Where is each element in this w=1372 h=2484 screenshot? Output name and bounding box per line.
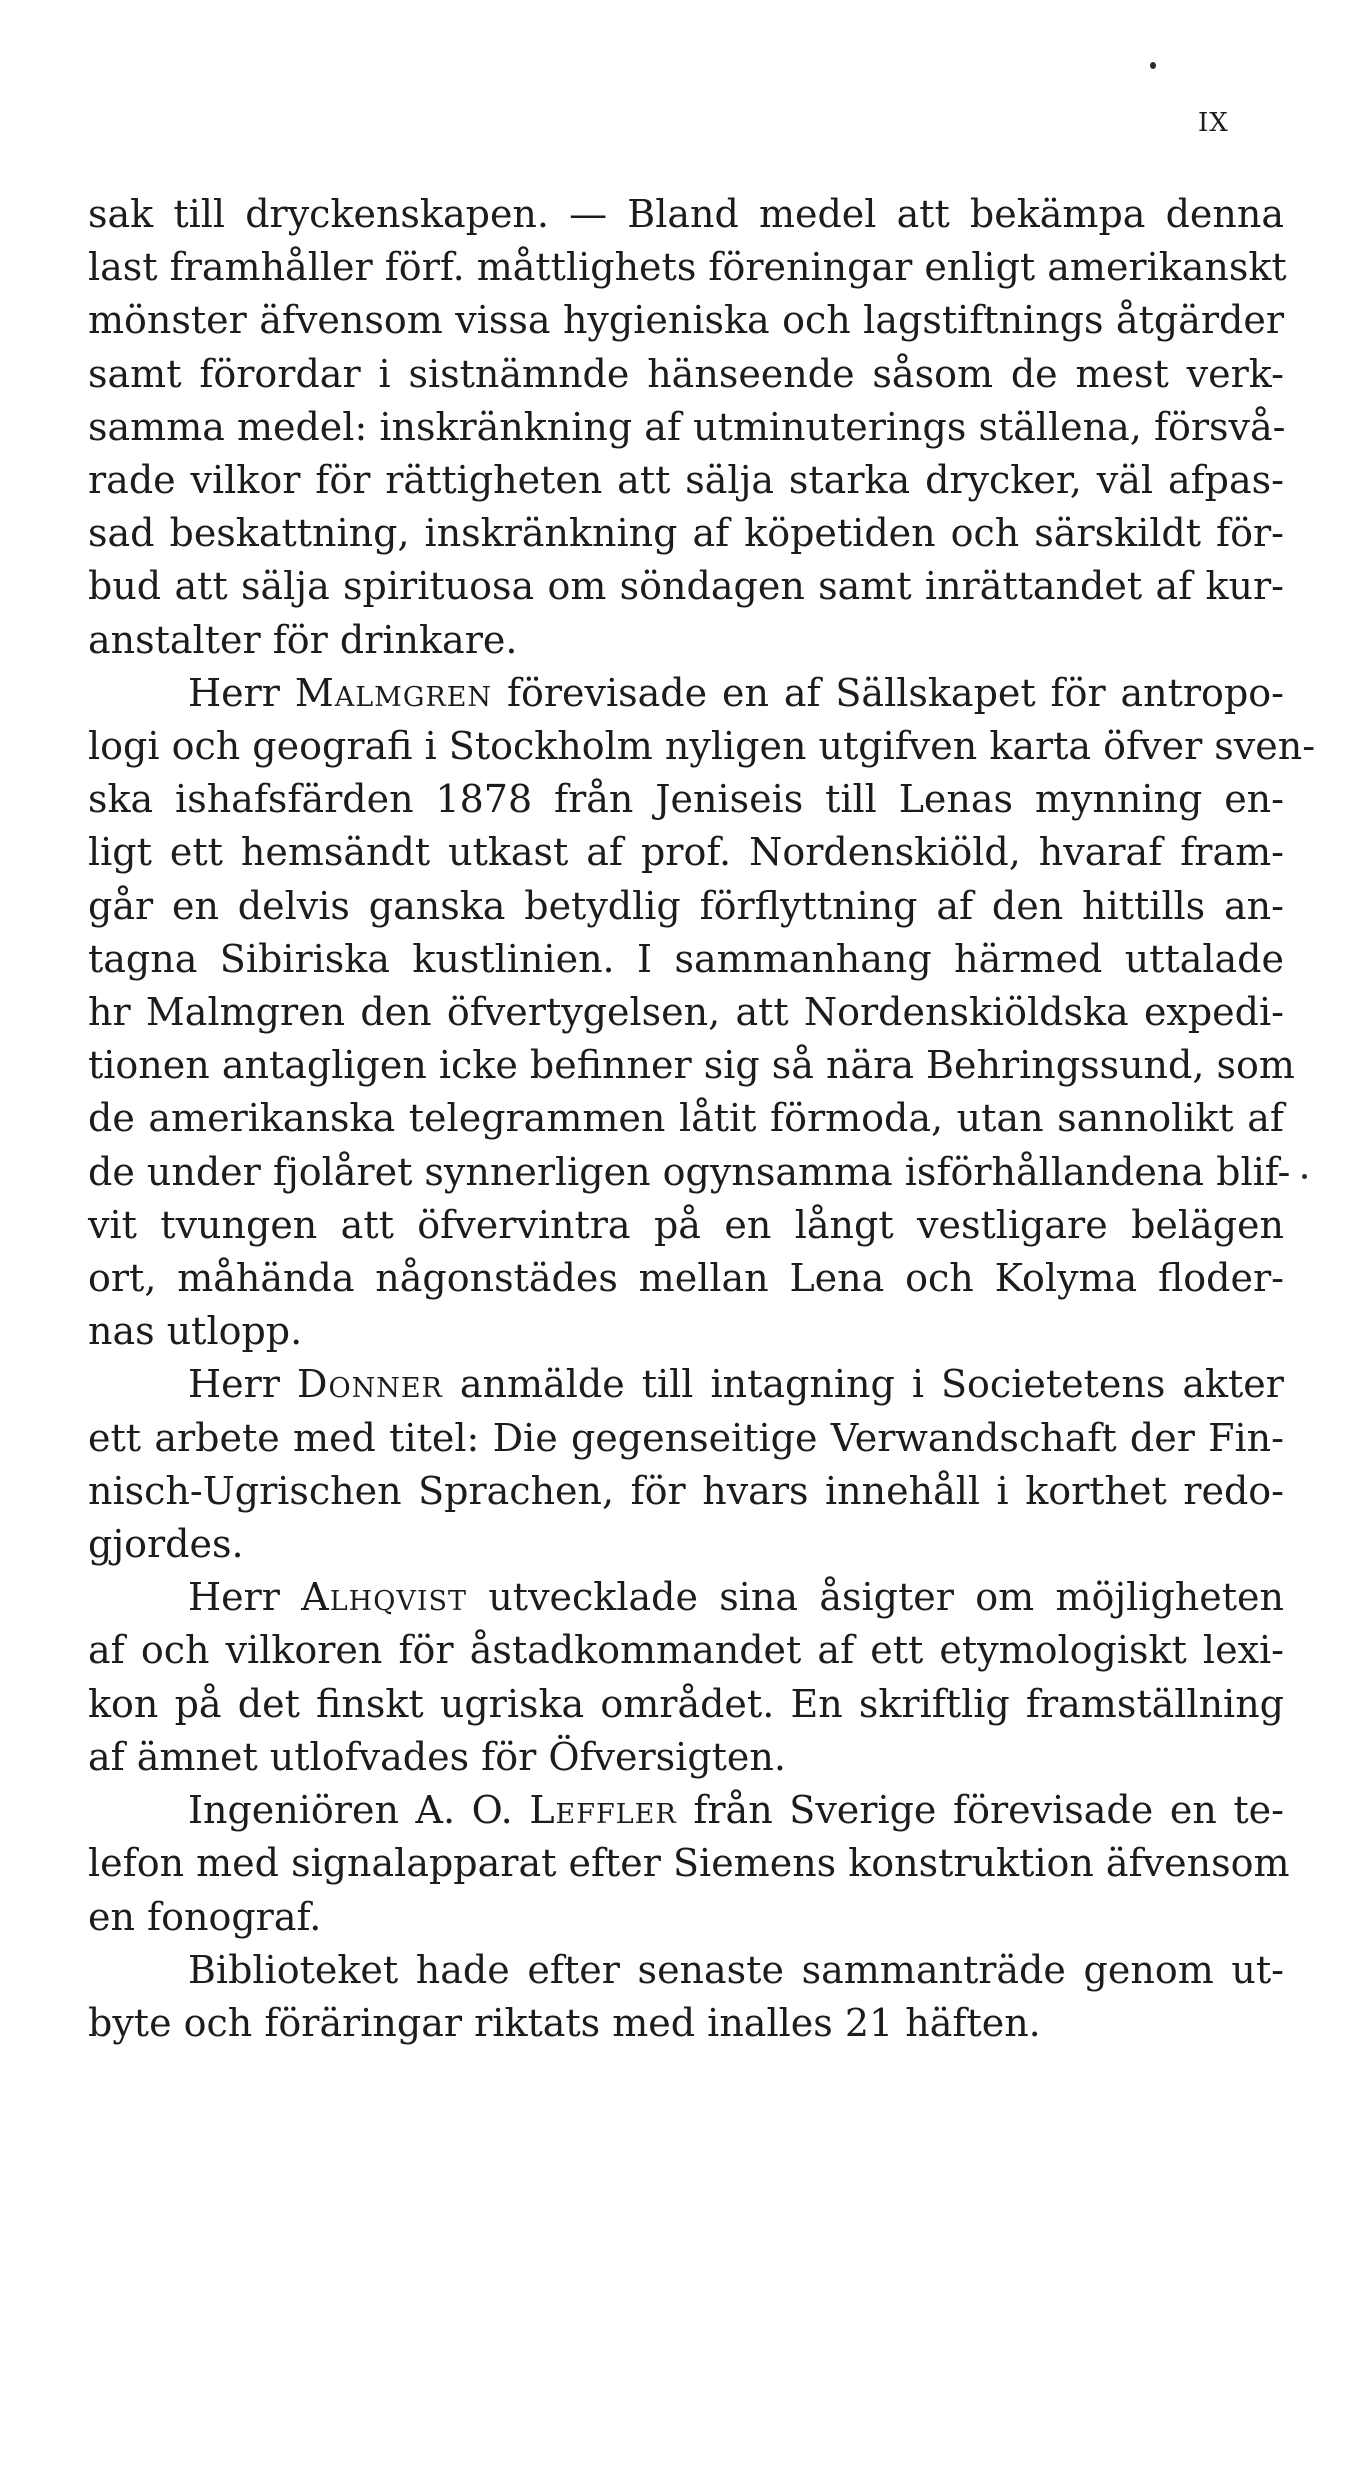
text-line: går en delvis ganska betydlig förflyttning af den hittills an- — [88, 883, 1284, 928]
text-line: rade vilkor för rättigheten att sälja starka drycker, väl afpas- — [88, 458, 1284, 503]
text-line: nas utlopp. — [88, 1309, 303, 1354]
text-line: vit tvungen att öfvervintra på en långt vestligare belägen — [88, 1202, 1284, 1247]
text-line: gjordes. — [88, 1522, 244, 1567]
text-column — [88, 188, 1316, 2050]
herr-label: Herr — [188, 1575, 280, 1620]
text-line: lefon med signalapparat efter Siemens konstruktion äfvensom — [88, 1841, 1290, 1886]
speaker-name: Donner — [297, 1362, 443, 1407]
text-line: bud att sälja spirituosa om söndagen samt inrättandet af kur- — [88, 564, 1284, 609]
text-line: logi och geografi i Stockholm nyligen utgifven karta öfver sven- — [88, 724, 1316, 769]
text-line: anstalter för drinkare. — [88, 617, 518, 662]
speaker-name: Alhqvist — [301, 1575, 468, 1620]
text-line: tagna Sibiriska kustlinien. I sammanhang härmed uttalade — [88, 936, 1284, 981]
print-speck-top — [1150, 62, 1156, 69]
title-prefix: Ingeniören A. O. — [188, 1788, 513, 1833]
text-line-first — [88, 1571, 1284, 1624]
text-line: ska ishafsfärden 1878 från Jeniseis till Lenas mynning en- — [88, 777, 1284, 822]
text-line: sak till dryckenskapen. — Bland medel att bekämpa denna — [88, 192, 1284, 236]
text-line: kon på det finskt ugriska området. En skriftlig framställning — [88, 1681, 1284, 1726]
text-line: tionen antagligen icke befinner sig så nära Behringssund, som — [88, 1043, 1295, 1088]
text-line: samt förordar i sistnämnde hänseende såsom de mest verk- — [88, 351, 1284, 396]
paragraph-malmgren — [88, 667, 1316, 1359]
text-line: last framhåller förf. måttlighets föreningar enligt amerikanskt — [88, 245, 1287, 290]
text-line: af ämnet utlofvades för Öfversigten. — [88, 1734, 786, 1779]
paragraph-alhqvist — [88, 1571, 1284, 1784]
text-line-first: Biblioteket hade efter senaste sammanträde genom ut- — [188, 1947, 1284, 1992]
text-fragment: från Sverige förevisade en te- — [693, 1788, 1284, 1833]
print-speck-margin — [1302, 1174, 1307, 1179]
text-line: samma medel: inskränkning af utminuterings ställena, försvå- — [88, 404, 1286, 449]
text-line: ligt ett hemsändt utkast af prof. Nordenskiöld, hvaraf fram- — [88, 830, 1284, 875]
speaker-name: Malmgren — [294, 670, 493, 715]
text-fragment: förevisade en af Sällskapet för antropo- — [506, 670, 1284, 715]
text-line-first — [88, 1784, 1284, 1837]
text-line: en fonograf. — [88, 1894, 322, 1939]
text-line: byte och föräringar riktats med inalles 21 häften. — [88, 2000, 1041, 2045]
speaker-name: Leffler — [529, 1788, 677, 1833]
text-line: de amerikanska telegrammen låtit förmoda, utan sannolikt af — [88, 1096, 1284, 1141]
page-number: IX — [1198, 108, 1229, 138]
text-fragment: anmälde till intagning i Societetens akter — [459, 1362, 1284, 1407]
paragraph-library — [88, 1944, 1284, 2050]
text-line: sad beskattning, inskränkning af köpetiden och särskildt för- — [88, 511, 1284, 556]
text-line: nisch-Ugrischen Sprachen, för hvars innehåll i korthet redo- — [88, 1468, 1284, 1513]
herr-label: Herr — [188, 670, 280, 715]
text-line: af och vilkoren för åstadkommandet af ett etymologiskt lexi- — [88, 1628, 1284, 1673]
paragraph-temperance — [88, 188, 1287, 667]
text-line-first — [88, 1358, 1284, 1411]
text-line: hr Malmgren den öfvertygelsen, att Nordenskiöldska expedi- — [88, 990, 1284, 1035]
herr-label: Herr — [188, 1362, 280, 1407]
paragraph-leffler — [88, 1784, 1290, 1944]
text-line-first — [88, 667, 1284, 720]
text-line: ett arbete med titel: Die gegenseitige Verwandschaft der Fin- — [88, 1415, 1284, 1460]
text-line: ort, måhända någonstädes mellan Lena och Kolyma floder- — [88, 1256, 1284, 1301]
text-line: mönster äfvensom vissa hygieniska och lagstiftnings åtgärder — [88, 298, 1284, 343]
text-fragment: utvecklade sina åsigter om möjligheten — [488, 1575, 1284, 1620]
text-line: de under fjolåret synnerligen ogynsamma isförhållandena blif- — [88, 1149, 1291, 1194]
paragraph-donner — [88, 1358, 1284, 1571]
